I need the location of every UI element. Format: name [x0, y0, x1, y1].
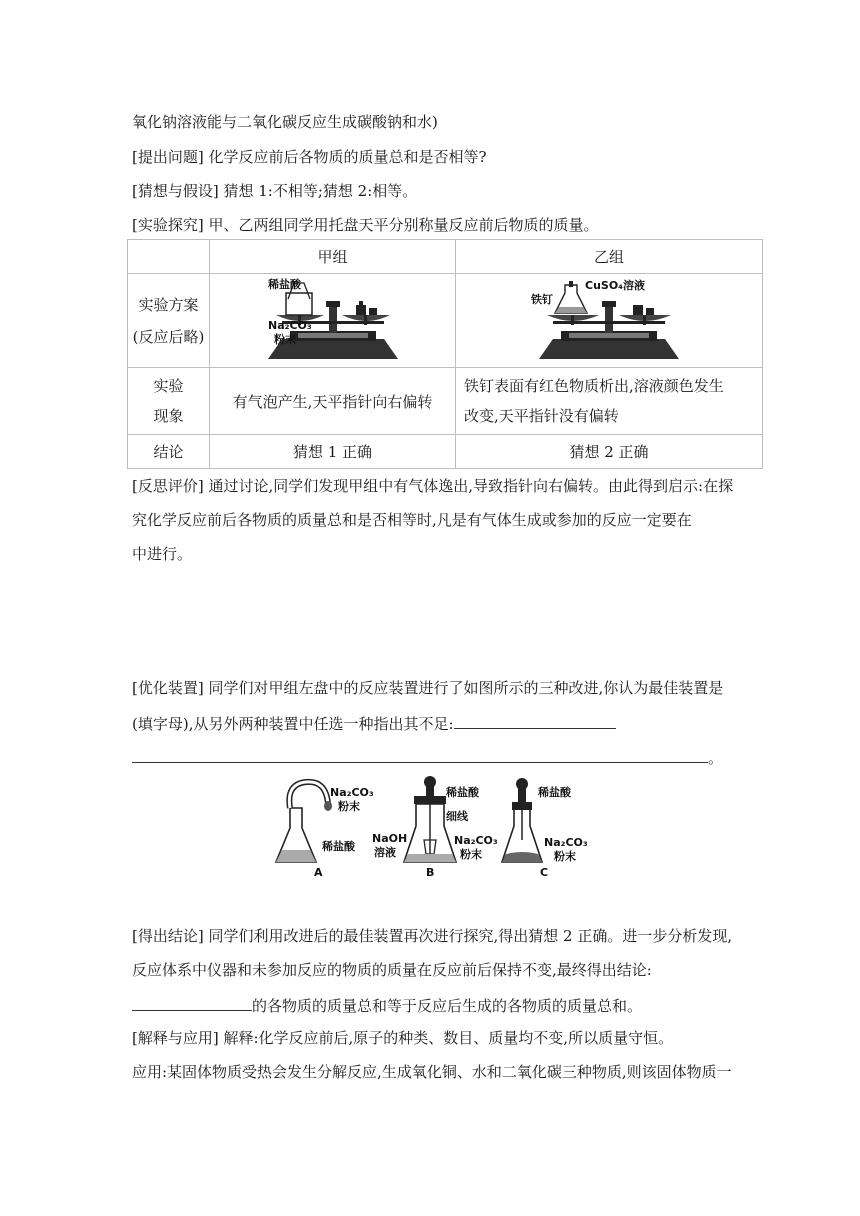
- answer-blank[interactable]: [132, 746, 708, 763]
- label-b-thread: 细线: [446, 810, 468, 823]
- text-line-question: [提出问题] 化学反应前后各物质的质量总和是否相等?: [132, 148, 487, 166]
- table-head-group-a: 甲组: [210, 240, 456, 274]
- table-cell-empty: [128, 240, 210, 274]
- label-nail: 铁钉: [531, 292, 553, 306]
- table-cell: [456, 368, 763, 435]
- label-acid: 稀盐酸: [267, 277, 301, 291]
- answer-blank[interactable]: [132, 994, 252, 1011]
- table-row-label: [128, 274, 210, 368]
- balance-b-diagram: [509, 275, 709, 363]
- apparatus-a: [276, 782, 374, 879]
- balance-a-cell: [210, 274, 456, 368]
- label-cuso4: CuSO₄溶液: [585, 278, 645, 292]
- text-line: 究化学反应前后各物质的质量总和是否相等时,凡是有气体生成或参加的反应一定要在: [132, 511, 692, 529]
- table-row-label: 结论: [128, 435, 210, 469]
- label-b-solution: 溶液: [374, 846, 396, 859]
- label-c-powder: 粉末: [554, 850, 576, 863]
- apparatus-figure: [268, 774, 598, 880]
- table-row: [128, 240, 763, 274]
- text-line-reflection: [反思评价] 通过讨论,同学们发现甲组中有气体逸出,导致指针向右偏转。由此得到启示:在探: [132, 477, 734, 495]
- text-line: 氧化钠溶液能与二氧化碳反应生成碳酸钠和水): [132, 113, 438, 131]
- table-cell: 有气泡产生,天平指针向右偏转: [210, 368, 456, 435]
- text-line-experiment: [实验探究] 甲、乙两组同学用托盘天平分别称量反应前后物质的质量。: [132, 216, 599, 234]
- balance-a-diagram: [238, 275, 428, 363]
- table-row: [128, 368, 763, 435]
- label-line: 实验方案: [138, 295, 199, 314]
- label-c-na2co3: Na₂CO₃: [544, 836, 588, 849]
- text-line-conclusion: [得出结论] 同学们利用改进后的最佳装置再次进行探究,得出猜想 2 正确。进一步分析发现,: [132, 927, 733, 945]
- text-span: 。: [708, 749, 724, 767]
- answer-blank[interactable]: [454, 712, 616, 729]
- table-cell: 猜想 2 正确: [456, 435, 763, 469]
- cell-line: 改变,天平指针没有偏转: [464, 407, 619, 425]
- text-line: [132, 712, 616, 734]
- label-c: C: [540, 866, 549, 879]
- table-row-label: [128, 368, 210, 435]
- text-line-application: [解释与应用] 解释:化学反应前后,原子的种类、数目、质量均不变,所以质量守恒。: [132, 1029, 674, 1047]
- text-span: (填字母),从另外两种装置中任选一种指出其不足:: [132, 715, 454, 733]
- text-span: 的各物质的质量总和等于反应后生成的各物质的质量总和。: [252, 997, 643, 1015]
- label-a-na2co3: Na₂CO₃: [330, 786, 374, 799]
- table-cell: 猜想 1 正确: [210, 435, 456, 469]
- label-b-powder: 粉末: [460, 848, 482, 861]
- label-b-na2co3: Na₂CO₃: [454, 834, 498, 847]
- text-line: 应用:某固体物质受热会发生分解反应,生成氧化铜、水和二氧化碳三种物质,则该固体物质一: [132, 1063, 732, 1081]
- text-line: 反应体系中仪器和未参加反应的物质的质量在反应前后保持不变,最终得出结论:: [132, 961, 652, 979]
- table-row: [128, 435, 763, 469]
- cell-line: 铁钉表面有红色物质析出,溶液颜色发生: [464, 377, 724, 395]
- label-a-acid: 稀盐酸: [322, 840, 355, 853]
- experiment-table: [127, 239, 763, 469]
- label-a-powder: 粉末: [338, 800, 360, 813]
- label-powder: 粉末: [273, 332, 296, 346]
- label-b-naoh: NaOH: [372, 832, 408, 845]
- text-line: [132, 994, 642, 1016]
- table-head-group-b: 乙组: [456, 240, 763, 274]
- label-line: 实验: [153, 377, 184, 395]
- text-line: [132, 746, 723, 768]
- text-line-optimize: [优化装置] 同学们对甲组左盘中的反应装置进行了如图所示的三种改进,你认为最佳装置是: [132, 679, 724, 697]
- text-line-hypothesis: [猜想与假设] 猜想 1:不相等;猜想 2:相等。: [132, 182, 418, 200]
- label-a: A: [314, 866, 323, 879]
- label-line: (反应后略): [132, 327, 205, 346]
- label-b-acid: 稀盐酸: [446, 786, 479, 799]
- apparatus-c: [502, 778, 588, 879]
- table-row: [128, 274, 763, 368]
- label-na2co3: Na₂CO₃: [267, 318, 312, 332]
- apparatus-b: [372, 776, 498, 879]
- label-line: 现象: [153, 407, 184, 425]
- label-c-acid: 稀盐酸: [538, 786, 571, 799]
- text-line: 中进行。: [132, 545, 193, 563]
- label-b: B: [426, 866, 435, 879]
- balance-b-cell: [456, 274, 763, 368]
